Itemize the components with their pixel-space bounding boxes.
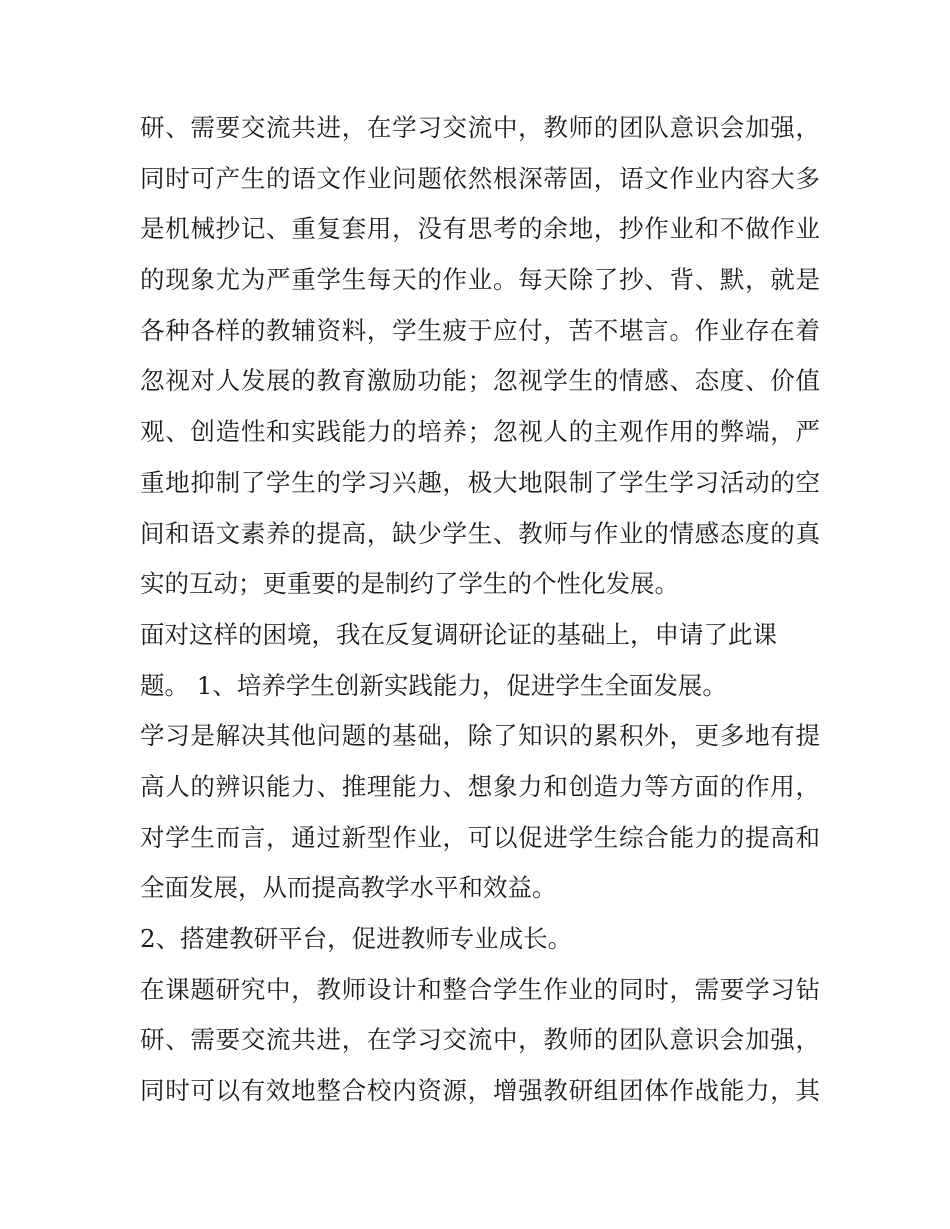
document-body	[140, 103, 820, 1117]
text-line-9: 间和语文素养的提高，缺少学生、教师与作业的情感态度的真	[140, 518, 820, 548]
text-line-16: 全面发展，从而提高教学水平和效益。	[140, 873, 557, 903]
text-line-3: 是机械抄记、重复套用，没有思考的余地，抄作业和不做作业	[140, 214, 820, 244]
text-line-1: 研、需要交流共进，在学习交流中，教师的团队意识会加强，	[140, 113, 820, 142]
text-line-11: 面对这样的困境，我在反复调研论证的基础上，申请了此课	[140, 619, 777, 649]
text-line-7: 观、创造性和实践能力的培养；忽视人的主观作用的弊端，严	[140, 417, 820, 447]
text-line-10: 实的互动；更重要的是制约了学生的个性化发展。	[140, 569, 679, 599]
text-line-18: 在课题研究中，教师设计和整合学生作业的同时，需要学习钻	[140, 974, 820, 1004]
text-line-20: 同时可以有效地整合校内资源，增强教研组团体作战能力，其	[140, 1076, 820, 1106]
text-line-12: 题。 1、培养学生创新实践能力，促进学生全面发展。	[140, 670, 727, 700]
text-line-14: 高人的辨识能力、推理能力、想象力和创造力等方面的作用，	[140, 771, 820, 801]
text-line-17: 2、搭建教研平台，促进教师专业成长。	[140, 924, 573, 953]
text-line-2: 同时可产生的语文作业问题依然根深蒂固，语文作业内容大多	[140, 163, 820, 193]
text-line-5: 各种各样的教辅资料，学生疲于应付，苦不堪言。作业存在着	[140, 315, 820, 345]
text-line-4: 的现象尤为严重学生每天的作业。每天除了抄、背、默，就是	[140, 265, 820, 295]
text-line-15: 对学生而言，通过新型作业，可以促进学生综合能力的提高和	[140, 822, 820, 852]
text-line-19: 研、需要交流共进，在学习交流中，教师的团队意识会加强，	[140, 1025, 820, 1055]
text-line-6: 忽视对人发展的教育激励功能；忽视学生的情感、态度、价值	[140, 366, 820, 396]
text-line-13: 学习是解决其他问题的基础，除了知识的累积外，更多地有提	[140, 721, 820, 751]
text-line-8: 重地抑制了学生的学习兴趣，极大地限制了学生学习活动的空	[140, 467, 820, 497]
